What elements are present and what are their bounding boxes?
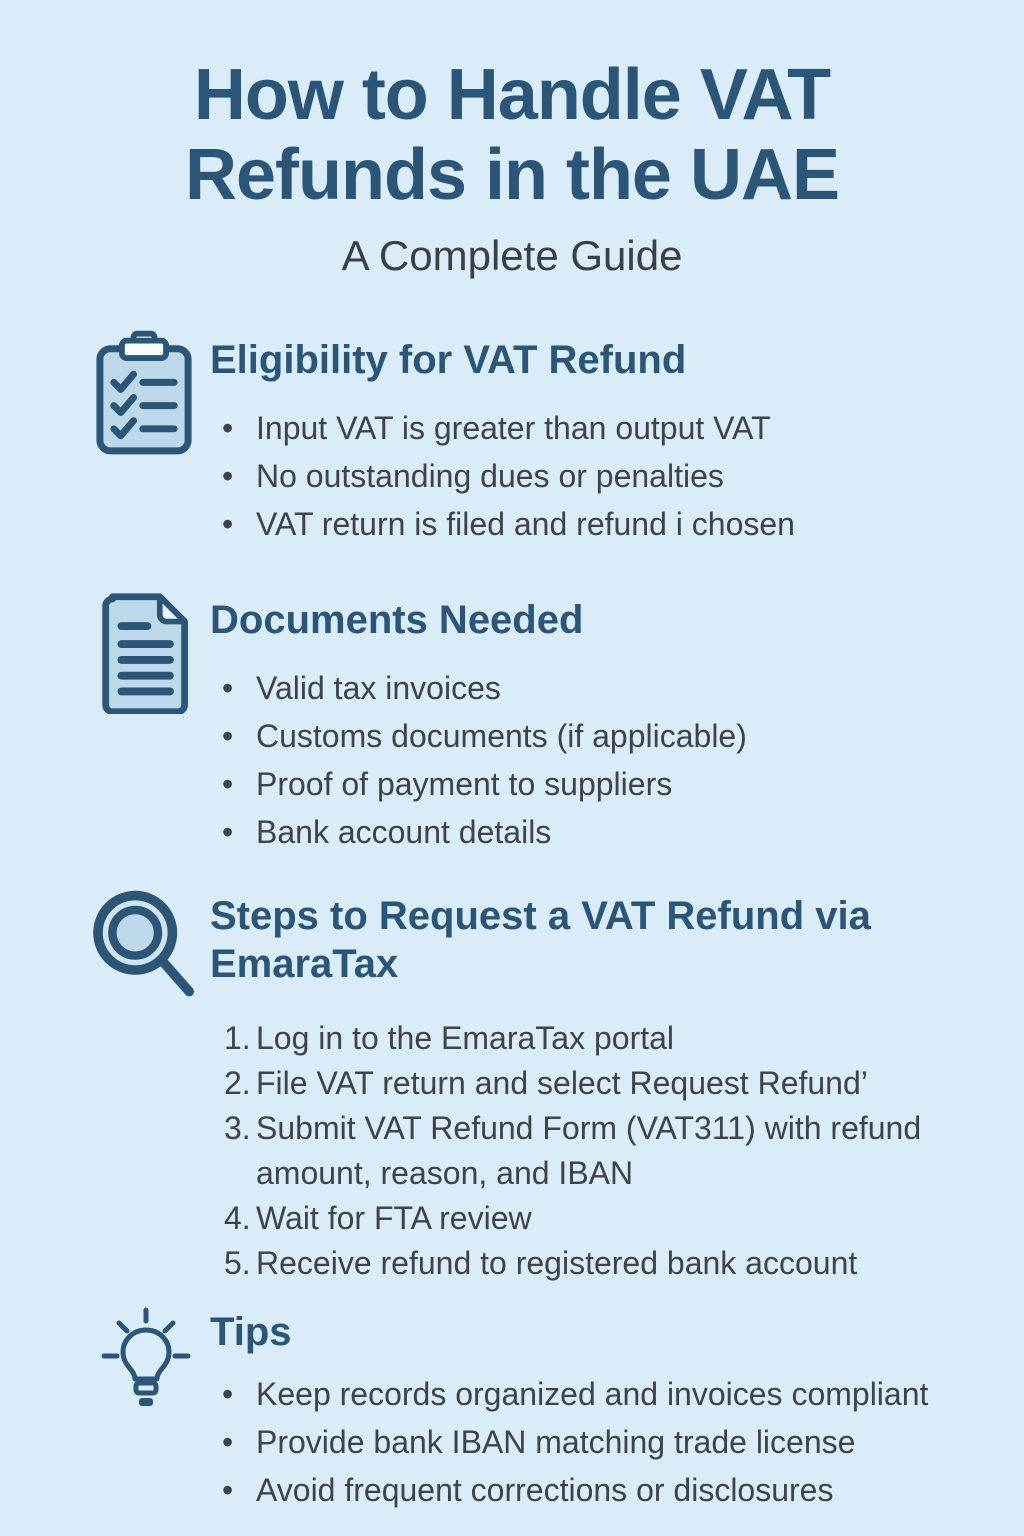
section-documents-heading: Documents Needed [210,597,584,642]
document-icon [86,590,210,714]
page-title-line1: How to Handle VAT [193,55,831,135]
section-eligibility [0,330,1024,548]
list-item: • Proof of payment to suppliers [210,760,1004,808]
list-item: • Valid tax invoices [210,664,1004,712]
section-eligibility-content [210,330,1004,548]
section-steps [0,886,1024,1286]
page-title [0,56,1024,216]
list-item: • Customs documents (if applicable) [210,712,1004,760]
list-item: • Bank account details [210,808,1004,856]
section-documents [0,590,1024,856]
list-item: • No outstanding dues or penalties [210,452,1004,500]
section-tips [0,1302,1024,1514]
section-tips-content [210,1302,1004,1514]
page-subtitle: A Complete Guide [341,231,683,279]
list-item: Receive refund to registered bank account [256,1244,858,1281]
header [0,0,1024,280]
section-steps-content [210,886,1004,1286]
section-tips-heading: Tips [210,1309,292,1354]
list-item: • Avoid frequent corrections or disclosures [210,1466,1004,1514]
steps-list [210,1016,922,1286]
list-item: • Provide bank IBAN matching trade license [210,1418,1004,1466]
lightbulb-icon [86,1302,210,1420]
section-documents-content [210,590,1004,856]
list-item: File VAT return and select Request Refund’ [256,1064,868,1101]
checklist-clipboard-icon [86,330,210,458]
list-item: Wait for FTA review [256,1199,532,1236]
list-item: • Input VAT is greater than output VAT [210,404,1004,452]
section-eligibility-heading: Eligibility for VAT Refund [210,337,687,382]
section-steps-heading: Steps to Request a VAT Refund via EmaraTax [210,893,871,986]
list-item: Log in to the EmaraTax portal [256,1019,675,1056]
tips-list [210,1370,1004,1514]
list-item: • VAT return is filed and refund i chosen [210,500,1004,548]
list-item: Submit VAT Refund Form (VAT311) with refund amount, reason, and IBAN [256,1109,922,1191]
list-item: • Keep records organized and invoices compliant [210,1370,1004,1418]
documents-list [210,664,1004,856]
magnifier-icon [86,886,210,1006]
eligibility-list [210,404,1004,548]
page-title-line2: Refunds in the UAE [184,134,839,215]
